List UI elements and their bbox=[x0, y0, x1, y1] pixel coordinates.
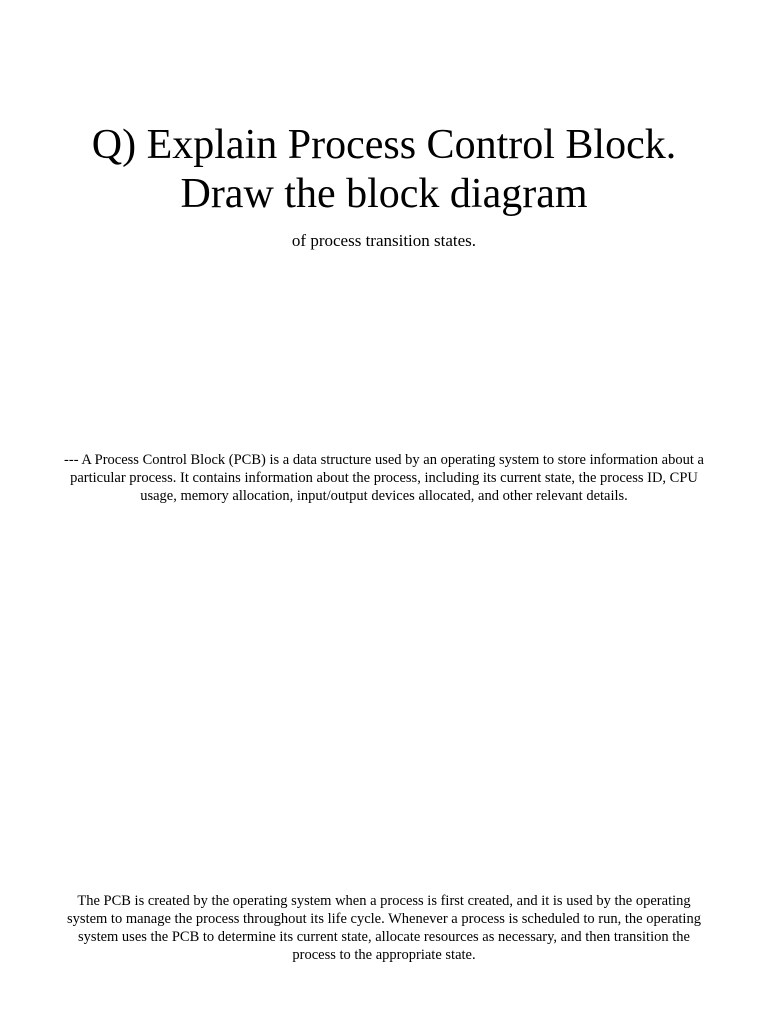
pcb-lifecycle-paragraph: The PCB is created by the operating system when a process is first created, and it is used by the operating system to manage the process throughout its life cycle. Whenever a process is scheduled to run, the operating system uses the PCB to determine its current state, allocate resources as necessary, and then transition the process to the appropriate state. bbox=[67, 892, 701, 963]
question-title-line-1: Q) Explain Process Control Block. bbox=[91, 122, 677, 168]
question-subtitle: of process transition states. bbox=[291, 231, 477, 250]
pcb-definition-paragraph: --- A Process Control Block (PCB) is a data structure used by an operating system to store information about a particular process. It contains information about the process, including its current state, the process ID, CPU usage, memory allocation, input/output devices allocated, and other relevant details. bbox=[64, 451, 704, 504]
question-title-line-2: Draw the block diagram bbox=[180, 171, 588, 217]
